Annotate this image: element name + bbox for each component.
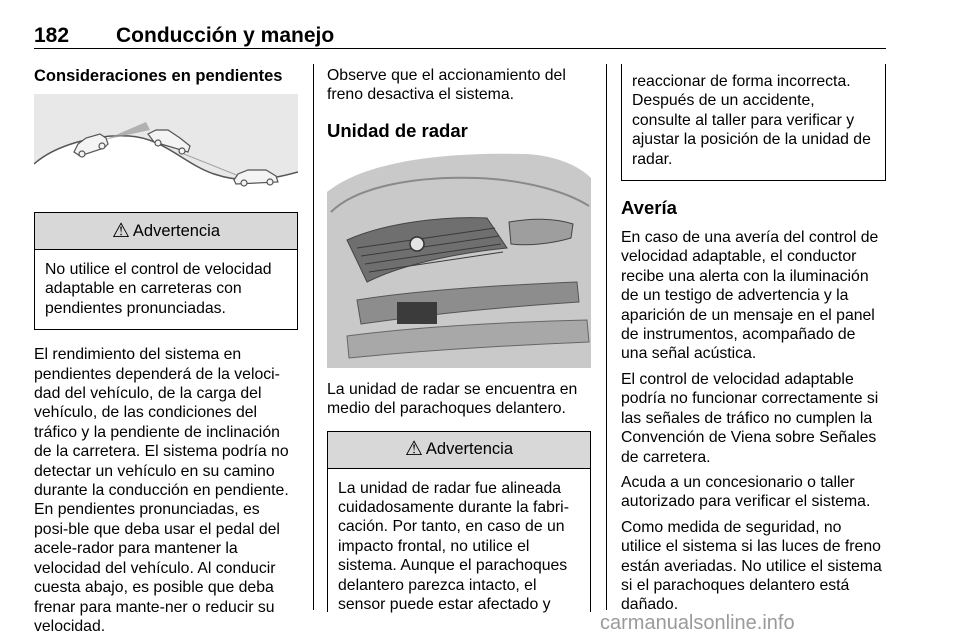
body-paragraph: El control de velocidad adaptable podría no funcionar correctamente si las señales de tráfico no cumplen la Convención de Viena sobre Señales de carretera.: [621, 370, 879, 466]
warning-triangle-icon: ⚠: [404, 438, 423, 461]
section-heading: Avería: [621, 197, 677, 219]
warning-box-continued: [621, 64, 886, 181]
body-paragraph: Acuda a un concesionario o taller autorizado para verificar el sistema.: [621, 473, 871, 511]
warning-header: [328, 432, 590, 469]
hill-illustration: [34, 94, 298, 194]
watermark: carmanualsonline.info: [600, 612, 795, 634]
warning-title: Advertencia: [425, 440, 514, 459]
body-paragraph: En caso de una avería del control de velocidad adaptable, el conductor recibe una alerta con la iluminación de un testigo de advertencia y la aparición de un mensaje en el panel de instrumentos, acompañado de una señal acústica.: [621, 229, 879, 363]
warning-text: reaccionar de forma incorrecta. Después de un accidente, consulte al taller para verificar y ajustar la posición de la unidad de radar.: [632, 73, 871, 168]
column-2: [327, 66, 591, 612]
warning-text: La unidad de radar fue alineada cuidadosamente durante la fabri-cación. Por tanto, en caso de un impacto frontal, no utilice el sistema. Aunque el parachoques delantero parezca intacto, el sensor puede estar afectado y: [338, 479, 569, 614]
column-3: [621, 64, 886, 615]
header-rule: [34, 48, 886, 49]
body-paragraph: Como medida de seguridad, no utilice el sistema si las luces de freno están averiadas. No utilice el sistema si el parachoques delantero está dañado.: [621, 518, 882, 614]
page-number: 182: [34, 24, 70, 47]
chapter-title: Conducción y manejo: [116, 24, 335, 47]
warning-box: [34, 212, 298, 330]
column-1: [34, 66, 298, 636]
radar-unit-icon: [397, 302, 437, 324]
page-header: [34, 20, 886, 52]
warning-box: [327, 431, 591, 612]
body-paragraph: El rendimiento del sistema en pendientes dependerá de la veloci-dad del vehículo, de la carga del vehículo, de las condiciones del tráfico y la pendiente de inclinación de la carretera. El sistema podría no detectar un vehículo en su camino durante la conducción en pendiente. En pendientes pronunciadas, es posi-ble que deba usar el pedal del acele-rador para mantener la velocidad del vehículo. Al conducir cuesta abajo, es posible que deba frenar para mante-ner o reducir su velocidad.: [34, 346, 289, 635]
section-heading: Unidad de radar: [327, 119, 468, 141]
radar-unit-car-front-image: [327, 152, 591, 368]
warning-title: Advertencia: [132, 221, 221, 240]
warning-text: No utilice el control de velocidad adaptable en carreteras con pendientes pronunciadas.: [45, 261, 272, 317]
radar-caption: La unidad de radar se encuentra en medio del parachoques delantero.: [327, 380, 578, 418]
warning-triangle-icon: ⚠: [111, 219, 130, 242]
intro-paragraph: Observe que el accionamiento del freno desactiva el sistema.: [327, 67, 566, 104]
column-divider: [606, 64, 607, 610]
section-title: Consideraciones en pendientes: [34, 67, 283, 85]
warning-header: [35, 213, 297, 250]
column-divider: [313, 64, 314, 610]
